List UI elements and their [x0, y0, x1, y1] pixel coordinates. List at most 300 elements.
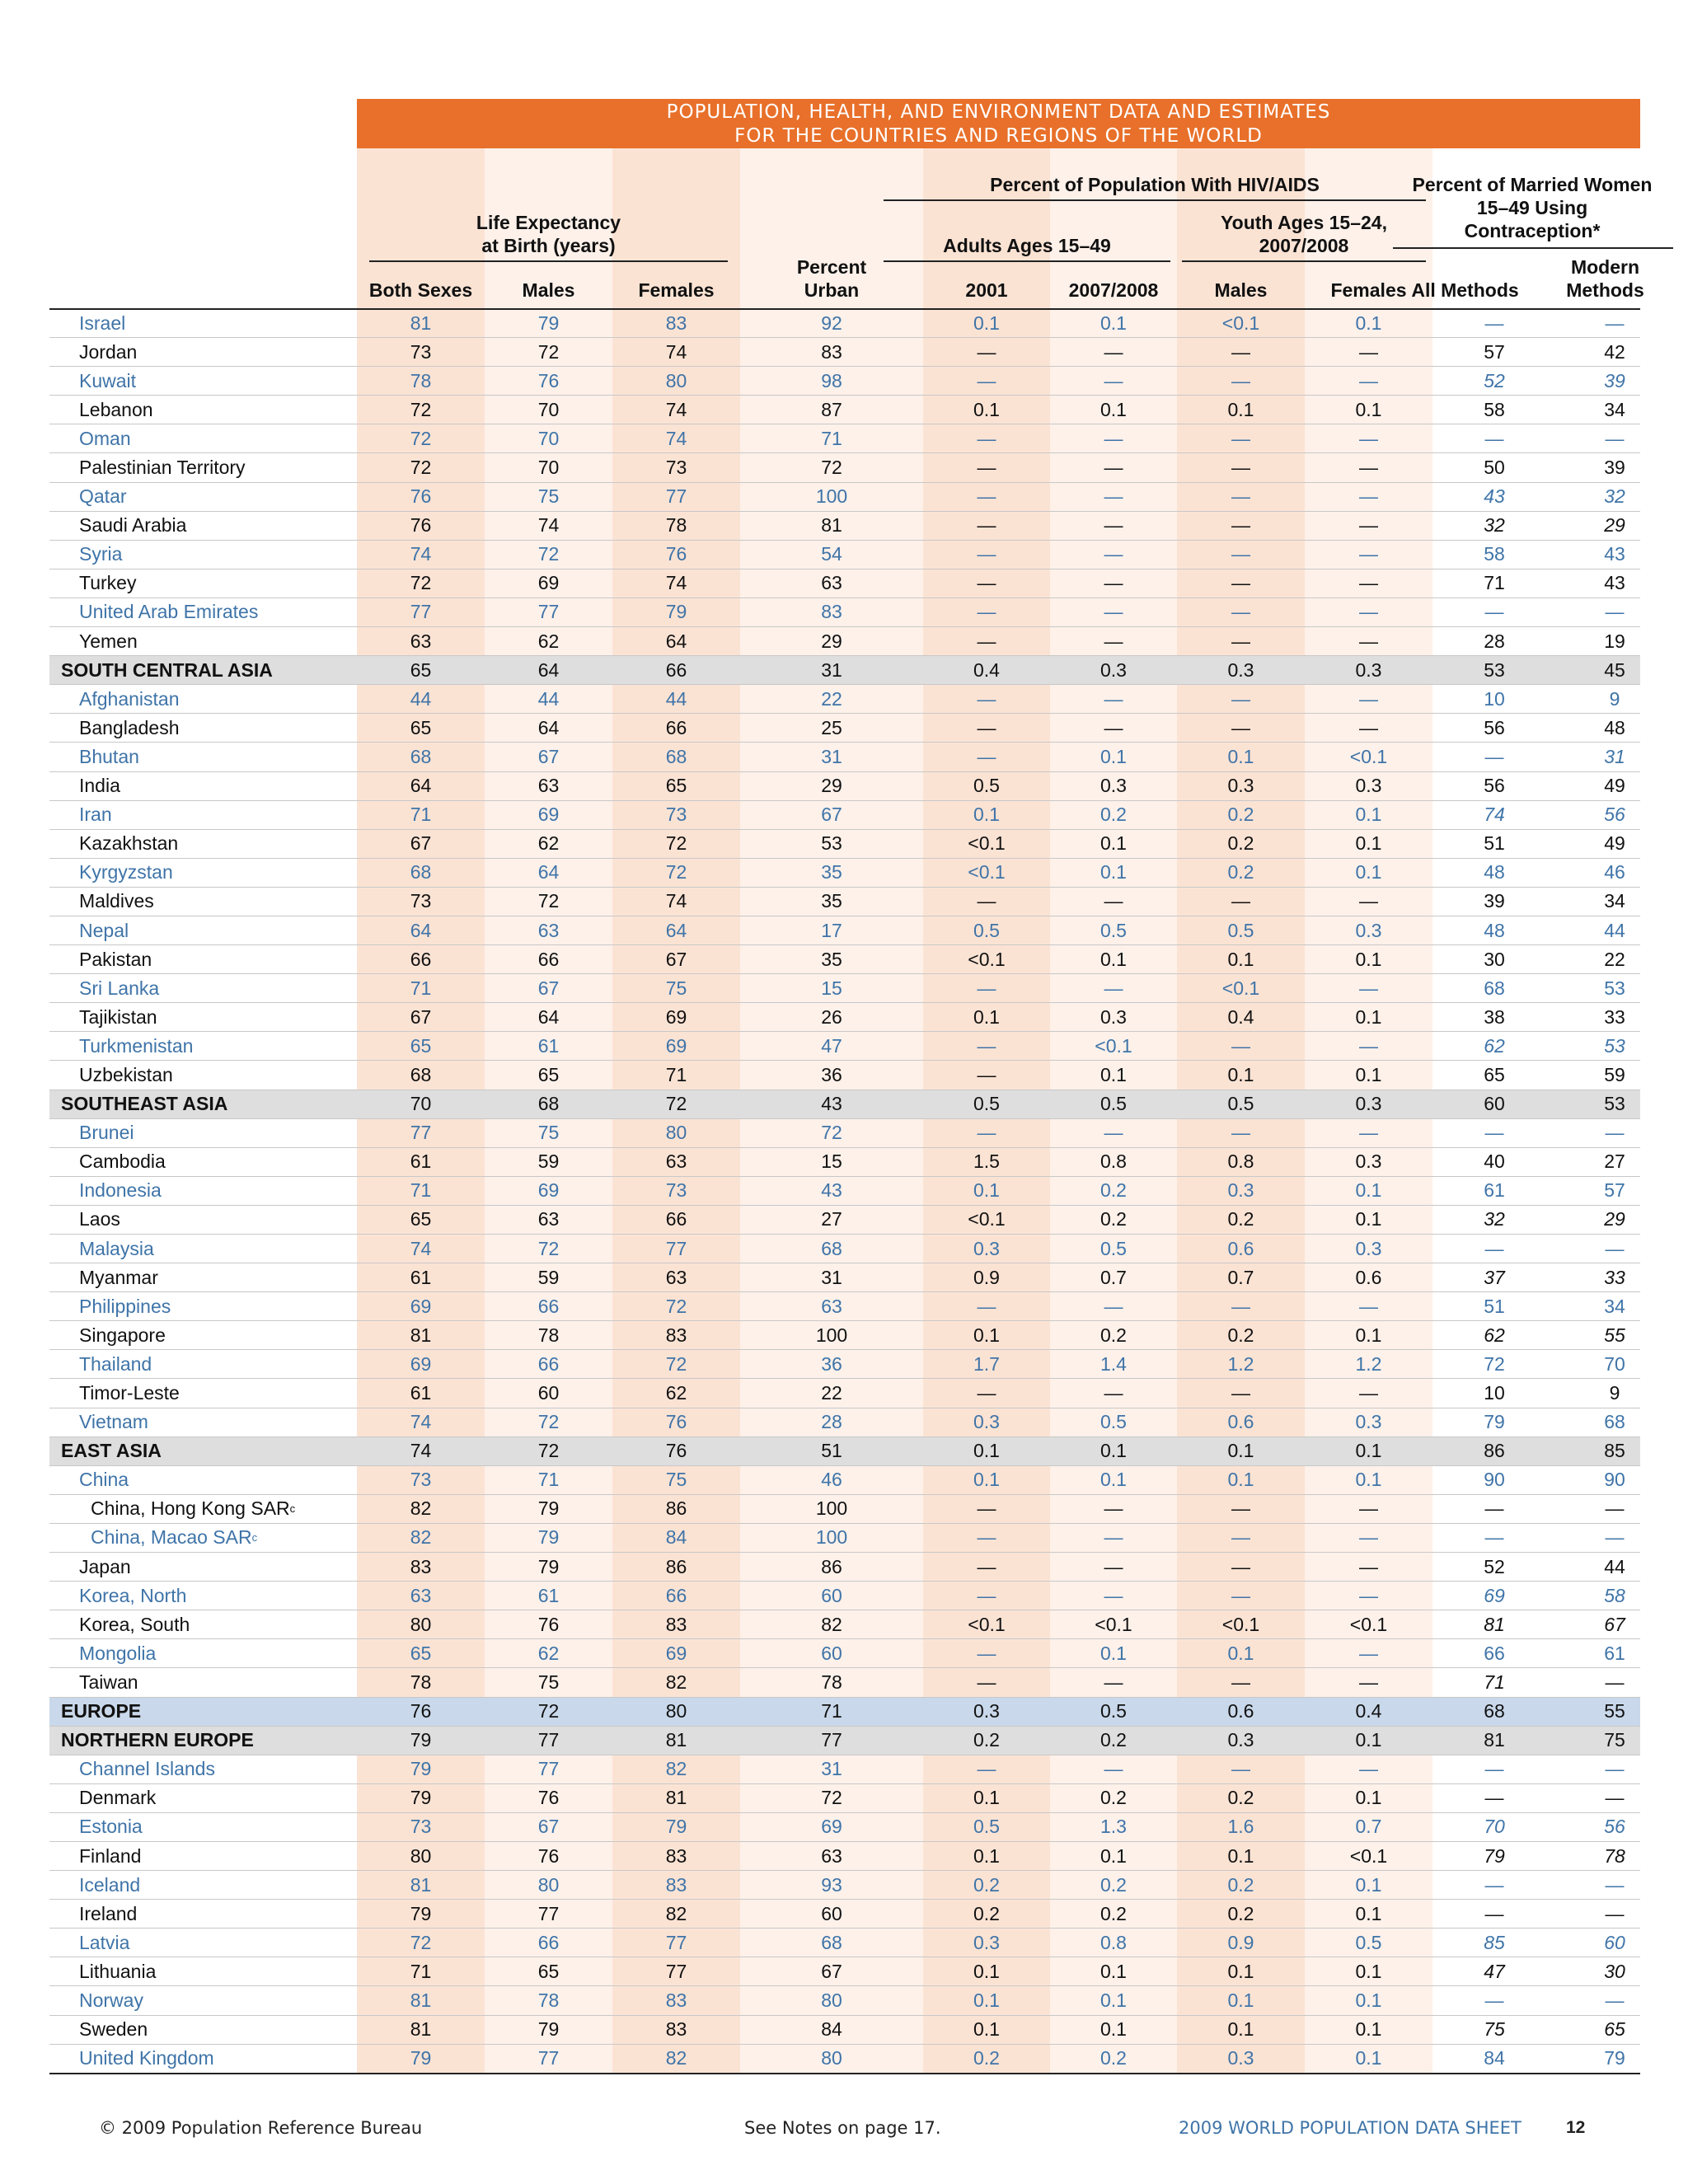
- cell-hiv-2001: <0.1: [923, 1610, 1050, 1638]
- footnote-marker: c: [289, 1502, 296, 1516]
- country-name: Cambodia: [79, 1151, 166, 1173]
- cell-females: 75: [612, 974, 740, 1002]
- cell-youth-males: 0.3: [1227, 658, 1254, 681]
- life-expectancy-title-line1: Life Expectancy: [476, 212, 621, 233]
- cell-all-methods: 53: [1484, 658, 1505, 681]
- table-row: [49, 540, 1640, 569]
- cell-males: 76: [485, 1842, 612, 1870]
- country-name: Singapore: [79, 1324, 166, 1346]
- cell-hiv-2001: —: [923, 1061, 1050, 1089]
- cell-both-sexes: 76: [410, 1700, 432, 1722]
- country-name: Iceland: [79, 1873, 141, 1896]
- cell-country-name: [49, 1466, 357, 1494]
- cell-females: 75: [612, 1466, 740, 1494]
- cell-modern-methods: 33: [1604, 1266, 1625, 1288]
- cell-percent-urban: 60: [740, 1900, 923, 1928]
- table-row: [49, 1234, 1640, 1263]
- cell-percent-urban: 87: [740, 396, 923, 424]
- cell-females: 77: [612, 1957, 740, 1985]
- table-row: [49, 395, 1640, 424]
- cell-percent-urban: 51: [821, 1440, 842, 1462]
- cell-modern-methods: 65: [1604, 2018, 1625, 2041]
- cell-males: 67: [485, 1813, 612, 1841]
- table-row: [49, 887, 1640, 916]
- cell-males: 64: [537, 658, 560, 681]
- cell-percent-urban: 25: [740, 714, 923, 742]
- cell-females: 76: [612, 541, 740, 569]
- cell-percent-urban: 29: [740, 627, 923, 655]
- cell-all-methods: 84: [1484, 2047, 1505, 2069]
- cell-all-methods: 37: [1484, 1266, 1505, 1288]
- cell-females: 72: [612, 830, 740, 858]
- cell-percent-urban: 100: [740, 1321, 923, 1349]
- table-row: [49, 1465, 1640, 1494]
- cell-both-sexes: 71: [357, 801, 485, 829]
- cell-youth-females: 0.3: [1305, 772, 1432, 800]
- cell-females: 74: [612, 424, 740, 452]
- table-row: [49, 1610, 1640, 1638]
- table-row: [49, 1002, 1640, 1031]
- country-name: Saudi Arabia: [79, 514, 187, 537]
- cell-both-sexes: 79: [357, 1755, 485, 1783]
- country-name: Tajikistan: [79, 1005, 157, 1028]
- cell-hiv-2001: 0.2: [923, 1871, 1050, 1899]
- cell-hiv-2001: 0.1: [923, 1321, 1050, 1349]
- cell-modern-methods: 43: [1604, 543, 1625, 565]
- cell-modern-methods: 45: [1604, 658, 1625, 681]
- table-row: [49, 771, 1640, 800]
- cell-country-name: [49, 396, 357, 424]
- cell-hiv-2001: 0.1: [923, 1003, 1050, 1031]
- cell-modern-methods: 39: [1604, 369, 1625, 391]
- cell-males: 64: [485, 714, 612, 742]
- cell-modern-methods: 34: [1604, 398, 1625, 420]
- cell-males: 79: [485, 1495, 612, 1523]
- cell-youth-males: 0.3: [1177, 2045, 1305, 2073]
- table-row: [49, 829, 1640, 858]
- cell-country-name: [49, 310, 357, 337]
- cell-females: 80: [612, 1119, 740, 1147]
- country-name: Sweden: [79, 2018, 148, 2041]
- cell-country-name: [49, 541, 357, 569]
- cell-percent-urban: 27: [740, 1206, 923, 1234]
- cell-males: 60: [485, 1379, 612, 1407]
- cell-modern-methods: 27: [1604, 1151, 1625, 1173]
- cell-percent-urban: 46: [740, 1466, 923, 1494]
- cell-modern-methods: 56: [1604, 1816, 1625, 1838]
- cell-hiv-2001: 0.3: [923, 1929, 1050, 1957]
- table-row: [49, 598, 1640, 626]
- cell-hiv-2007: 0.2: [1050, 1206, 1177, 1234]
- cell-youth-males: —: [1177, 1755, 1305, 1783]
- cell-both-sexes: 82: [357, 1524, 485, 1552]
- cell-youth-females: 0.1: [1305, 1206, 1432, 1234]
- table-row: [49, 1494, 1640, 1523]
- table-row: [49, 1263, 1640, 1291]
- table-row: [49, 742, 1640, 771]
- cell-all-methods: —: [1484, 1902, 1504, 1924]
- cell-youth-males: —: [1177, 714, 1305, 742]
- cell-hiv-2001: —: [923, 1668, 1050, 1696]
- cell-hiv-2007: —: [1050, 974, 1177, 1002]
- cell-youth-females: —: [1305, 1495, 1432, 1523]
- cell-hiv-2001: 0.1: [923, 801, 1050, 829]
- cell-males: 63: [485, 1206, 612, 1234]
- table-row: [49, 684, 1640, 713]
- cell-youth-females: 0.1: [1305, 1871, 1432, 1899]
- country-name: Norway: [79, 1989, 143, 2011]
- country-name: Taiwan: [79, 1671, 138, 1693]
- cell-all-methods: 69: [1484, 1584, 1505, 1606]
- contraception-rule: [1393, 247, 1673, 249]
- cell-both-sexes: 78: [357, 367, 485, 395]
- cell-modern-methods: 22: [1604, 948, 1625, 970]
- cell-males: 72: [485, 338, 612, 366]
- cell-both-sexes: 72: [357, 424, 485, 452]
- footnote-marker: c: [251, 1531, 258, 1544]
- cell-both-sexes: 72: [357, 453, 485, 481]
- cell-modern-methods: 67: [1604, 1613, 1625, 1635]
- cell-youth-males: —: [1177, 512, 1305, 540]
- cell-hiv-2007: 0.2: [1050, 1871, 1177, 1899]
- cell-youth-females: 0.1: [1305, 2045, 1432, 2073]
- cell-youth-males: —: [1177, 1553, 1305, 1581]
- cell-both-sexes: 67: [357, 830, 485, 858]
- cell-youth-males: —: [1177, 1495, 1305, 1523]
- cell-country-name: [49, 338, 357, 366]
- cell-percent-urban: 80: [740, 2045, 923, 2073]
- cell-hiv-2007: —: [1050, 483, 1177, 511]
- cell-males: 67: [485, 974, 612, 1002]
- cell-all-methods: 74: [1484, 804, 1505, 826]
- cell-percent-urban: 63: [740, 1292, 923, 1320]
- cell-youth-males: 0.6: [1227, 1700, 1254, 1722]
- cell-females: 83: [612, 1321, 740, 1349]
- cell-youth-males: —: [1177, 1032, 1305, 1060]
- cell-all-methods: 62: [1484, 1034, 1505, 1057]
- cell-youth-females: —: [1305, 685, 1432, 713]
- table-row: [49, 308, 1640, 337]
- footer-title: 2009 WORLD POPULATION DATA SHEET: [1179, 2118, 1522, 2138]
- cell-both-sexes: 61: [357, 1263, 485, 1291]
- cell-all-methods: —: [1484, 1873, 1504, 1896]
- cell-youth-males: —: [1177, 453, 1305, 481]
- cell-percent-urban: 71: [821, 1700, 842, 1722]
- cell-females: 78: [612, 512, 740, 540]
- country-name: EAST ASIA: [61, 1440, 162, 1462]
- cell-females: 82: [612, 1900, 740, 1928]
- cell-both-sexes: 72: [357, 1929, 485, 1957]
- cell-youth-males: —: [1177, 1379, 1305, 1407]
- cell-percent-urban: 100: [740, 1524, 923, 1552]
- cell-hiv-2007: 0.1: [1050, 945, 1177, 973]
- cell-both-sexes: 74: [357, 541, 485, 569]
- country-name: Bangladesh: [79, 716, 180, 738]
- cell-modern-methods: 79: [1604, 2047, 1625, 2069]
- cell-females: 72: [612, 1350, 740, 1378]
- cell-all-methods: 32: [1484, 514, 1505, 537]
- cell-modern-methods: —: [1605, 312, 1625, 335]
- cell-all-methods: —: [1484, 1787, 1504, 1809]
- cell-youth-males: —: [1177, 424, 1305, 452]
- footer-page-number: 12: [1566, 2118, 1586, 2137]
- country-name: Kyrgyzstan: [79, 861, 173, 883]
- cell-hiv-2001: —: [923, 1379, 1050, 1407]
- cell-females: 63: [612, 1263, 740, 1291]
- cell-males: 63: [485, 916, 612, 944]
- col-percent-urban: [740, 255, 923, 302]
- cell-all-methods: 72: [1484, 1352, 1505, 1375]
- cell-all-methods: 47: [1484, 1960, 1505, 1982]
- cell-females: 83: [612, 2016, 740, 2044]
- cell-country-name: [49, 743, 357, 771]
- cell-hiv-2001: <0.1: [923, 859, 1050, 887]
- cell-country-name: [49, 1206, 357, 1234]
- cell-percent-urban: 31: [821, 658, 842, 681]
- cell-youth-females: 0.4: [1355, 1700, 1382, 1722]
- col-youth-females: Females: [1330, 279, 1407, 301]
- cell-youth-females: 0.3: [1305, 916, 1432, 944]
- cell-both-sexes: 67: [357, 1003, 485, 1031]
- table-row: [49, 1205, 1640, 1234]
- country-name: Korea, South: [79, 1613, 190, 1635]
- cell-males: 72: [485, 888, 612, 916]
- cell-modern-methods: 32: [1604, 485, 1625, 508]
- cell-youth-males: 0.1: [1177, 1639, 1305, 1667]
- cell-percent-urban: 72: [740, 1784, 923, 1812]
- cell-modern-methods: 19: [1604, 630, 1625, 652]
- cell-country-name: [49, 830, 357, 858]
- cell-country-name: [49, 656, 357, 684]
- cell-hiv-2007: 0.1: [1050, 859, 1177, 887]
- cell-youth-males: <0.1: [1177, 1610, 1305, 1638]
- cell-modern-methods: 53: [1604, 1093, 1625, 1115]
- cell-hiv-2007: —: [1050, 714, 1177, 742]
- cell-hiv-2001: 0.3: [973, 1700, 1000, 1722]
- region-row: [49, 1090, 1640, 1118]
- cell-youth-females: 1.2: [1305, 1350, 1432, 1378]
- country-name: Sri Lanka: [79, 977, 160, 999]
- cell-percent-urban: 36: [740, 1061, 923, 1089]
- cell-both-sexes: 79: [357, 2045, 485, 2073]
- cell-youth-males: —: [1177, 367, 1305, 395]
- cell-males: 75: [485, 1119, 612, 1147]
- cell-youth-females: —: [1305, 598, 1432, 626]
- cell-females: 69: [612, 1639, 740, 1667]
- cell-youth-males: 0.2: [1177, 859, 1305, 887]
- cell-modern-methods: —: [1605, 1671, 1625, 1693]
- cell-females: 76: [612, 1408, 740, 1436]
- cell-youth-females: 0.1: [1355, 1440, 1382, 1462]
- cell-females: 86: [612, 1553, 740, 1581]
- cell-youth-females: —: [1305, 1755, 1432, 1783]
- country-name: Philippines: [79, 1295, 171, 1317]
- country-name: Vietnam: [79, 1411, 148, 1433]
- cell-hiv-2001: —: [923, 1032, 1050, 1060]
- cell-males: 79: [485, 1524, 612, 1552]
- table-row: [49, 973, 1640, 1002]
- cell-youth-females: —: [1305, 424, 1432, 452]
- cell-youth-females: —: [1305, 1639, 1432, 1667]
- table-row: [49, 858, 1640, 887]
- cell-percent-urban: 68: [740, 1235, 923, 1263]
- cell-modern-methods: 33: [1604, 1005, 1625, 1028]
- cell-females: 76: [665, 1440, 687, 1462]
- cell-country-name: [49, 1900, 357, 1928]
- cell-females: 72: [665, 1093, 687, 1115]
- table-row: [49, 1870, 1640, 1899]
- hiv-rule: [884, 199, 1426, 201]
- cell-females: 64: [612, 916, 740, 944]
- cell-youth-males: 0.1: [1177, 1466, 1305, 1494]
- cell-both-sexes: 61: [357, 1148, 485, 1176]
- cell-percent-urban: 31: [740, 1263, 923, 1291]
- cell-hiv-2001: —: [923, 1292, 1050, 1320]
- cell-males: 65: [485, 1061, 612, 1089]
- table-row: [49, 482, 1640, 511]
- cell-youth-females: —: [1305, 569, 1432, 598]
- cell-percent-urban: 63: [740, 569, 923, 598]
- cell-hiv-2001: 0.5: [923, 772, 1050, 800]
- country-name: China, Macao SAR: [91, 1526, 252, 1549]
- cell-both-sexes: 65: [410, 658, 432, 681]
- cell-country-name: [49, 1755, 357, 1783]
- adults-ages-title: Adults Ages 15–49: [943, 235, 1111, 256]
- cell-youth-males: 0.5: [1227, 1093, 1254, 1115]
- cell-youth-females: —: [1305, 1668, 1432, 1696]
- cell-youth-females: —: [1305, 512, 1432, 540]
- cell-modern-methods: 78: [1604, 1844, 1625, 1867]
- cell-youth-males: —: [1177, 1582, 1305, 1610]
- cell-all-methods: 51: [1484, 1295, 1505, 1317]
- cell-females: 66: [612, 1206, 740, 1234]
- cell-percent-urban: 43: [740, 1177, 923, 1205]
- cell-females: 83: [612, 1842, 740, 1870]
- cell-hiv-2001: 0.1: [973, 1440, 1000, 1462]
- cell-males: 70: [485, 396, 612, 424]
- cell-females: 86: [612, 1495, 740, 1523]
- cell-percent-urban: 83: [740, 598, 923, 626]
- cell-country-name: [49, 1957, 357, 1985]
- cell-all-methods: —: [1484, 1989, 1504, 2011]
- cell-all-methods: 62: [1484, 1324, 1505, 1346]
- cell-percent-urban: 98: [740, 367, 923, 395]
- cell-country-name: [49, 1437, 357, 1465]
- youth-ages-title: [1182, 211, 1426, 257]
- cell-country-name: [49, 1553, 357, 1581]
- cell-youth-males: —: [1177, 1524, 1305, 1552]
- cell-males: 77: [485, 598, 612, 626]
- cell-hiv-2007: 0.3: [1050, 772, 1177, 800]
- col-2007-2008: 2007/2008: [1068, 279, 1159, 301]
- cell-both-sexes: 71: [357, 1957, 485, 1985]
- cell-percent-urban: 63: [740, 1842, 923, 1870]
- cell-modern-methods: 44: [1604, 1555, 1625, 1577]
- cell-all-methods: 81: [1484, 1729, 1505, 1751]
- cell-modern-methods: —: [1605, 1873, 1625, 1896]
- cell-youth-females: 0.3: [1355, 658, 1382, 681]
- cell-all-methods: 43: [1484, 485, 1505, 508]
- cell-modern-methods: 30: [1604, 1960, 1625, 1982]
- cell-youth-females: 0.1: [1305, 396, 1432, 424]
- cell-modern-methods: 29: [1604, 514, 1625, 537]
- cell-both-sexes: 73: [357, 888, 485, 916]
- country-name: Iran: [79, 804, 112, 826]
- cell-females: 73: [612, 453, 740, 481]
- cell-males: 69: [485, 801, 612, 829]
- cell-hiv-2007: —: [1050, 1755, 1177, 1783]
- cell-males: 77: [485, 1755, 612, 1783]
- cell-country-name: [49, 569, 357, 598]
- cell-modern-methods: 46: [1604, 861, 1625, 883]
- cell-youth-females: —: [1305, 1292, 1432, 1320]
- cell-both-sexes: 65: [357, 1639, 485, 1667]
- cell-country-name: [49, 2016, 357, 2044]
- cell-hiv-2001: —: [923, 888, 1050, 916]
- cell-youth-males: 0.5: [1177, 916, 1305, 944]
- cell-percent-urban: 67: [740, 1957, 923, 1985]
- table-row: [49, 1378, 1640, 1407]
- cell-country-name: [49, 1698, 357, 1726]
- cell-modern-methods: 49: [1604, 775, 1625, 797]
- cell-all-methods: —: [1484, 427, 1504, 449]
- cell-youth-males: 0.2: [1177, 830, 1305, 858]
- cell-percent-urban: 22: [740, 685, 923, 713]
- cell-country-name: [49, 1813, 357, 1841]
- table-banner: [357, 99, 1640, 148]
- cell-hiv-2001: 1.5: [923, 1148, 1050, 1176]
- col-modern-line2: Methods: [1566, 279, 1644, 301]
- cell-percent-urban: 28: [740, 1408, 923, 1436]
- table-row: [49, 1638, 1640, 1667]
- cell-youth-males: <0.1: [1177, 974, 1305, 1002]
- table-row: [49, 2015, 1640, 2044]
- cell-all-methods: 79: [1484, 1411, 1505, 1433]
- cell-males: 59: [485, 1148, 612, 1176]
- cell-youth-females: —: [1305, 974, 1432, 1002]
- cell-youth-females: 0.1: [1305, 801, 1432, 829]
- cell-youth-males: 0.2: [1177, 1321, 1305, 1349]
- cell-modern-methods: —: [1605, 1989, 1625, 2011]
- cell-all-methods: 48: [1484, 919, 1505, 941]
- cell-hiv-2007: 0.1: [1050, 743, 1177, 771]
- country-name: Korea, North: [79, 1584, 187, 1606]
- cell-percent-urban: 31: [740, 743, 923, 771]
- cell-youth-males: 0.1: [1177, 1061, 1305, 1089]
- cell-both-sexes: 77: [357, 1119, 485, 1147]
- table-row: [49, 1899, 1640, 1928]
- cell-youth-females: —: [1305, 541, 1432, 569]
- youth-ages-line1: Youth Ages 15–24,: [1221, 212, 1387, 233]
- cell-hiv-2007: 0.5: [1050, 1235, 1177, 1263]
- cell-country-name: [49, 1408, 357, 1436]
- cell-all-methods: 57: [1484, 340, 1505, 363]
- cell-percent-urban: 72: [740, 453, 923, 481]
- cell-youth-females: 0.3: [1305, 1235, 1432, 1263]
- table-row: [49, 569, 1640, 598]
- country-name: Kazakhstan: [79, 832, 179, 855]
- table-row: [49, 1928, 1640, 1957]
- cell-both-sexes: 76: [357, 512, 485, 540]
- cell-youth-males: 1.2: [1177, 1350, 1305, 1378]
- cell-hiv-2007: 1.3: [1050, 1813, 1177, 1841]
- cell-all-methods: —: [1484, 1758, 1504, 1780]
- cell-percent-urban: 92: [740, 310, 923, 337]
- cell-country-name: [49, 1784, 357, 1812]
- cell-all-methods: 68: [1484, 977, 1505, 999]
- table-row: [49, 337, 1640, 366]
- cell-youth-males: 0.1: [1177, 1986, 1305, 2014]
